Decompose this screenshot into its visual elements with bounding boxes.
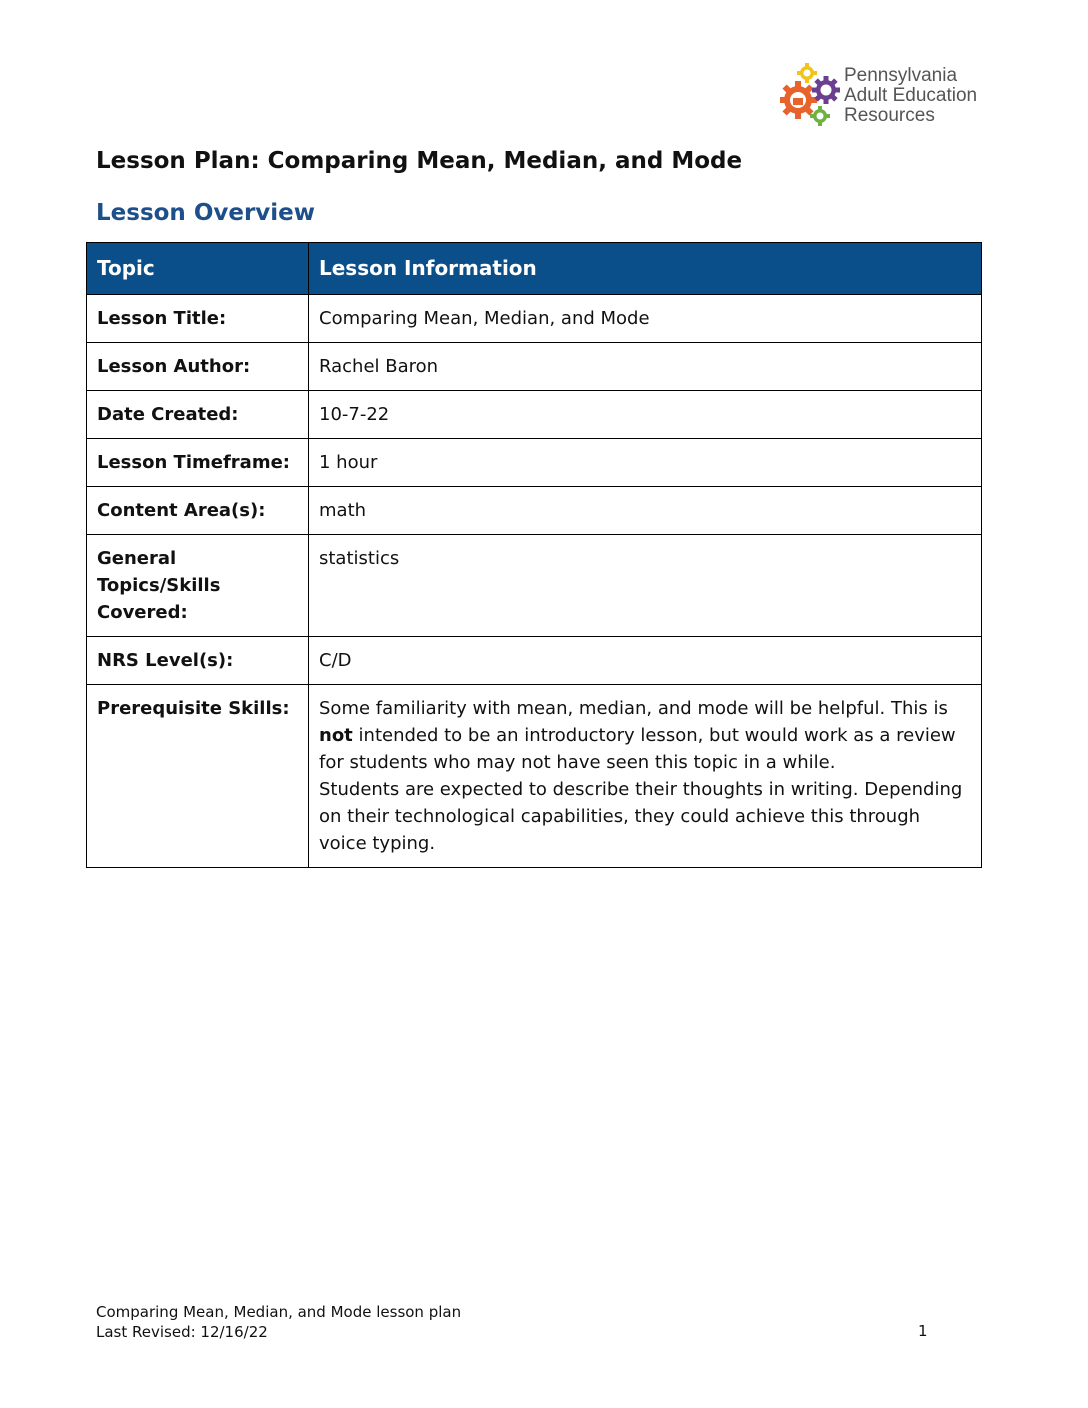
prereq-text: intended to be an introductory lesson, but would work as a review for students who may not have seen this topic in a while.: [319, 725, 956, 773]
table-row: [87, 685, 982, 868]
table-row: [87, 295, 982, 343]
row-label: Lesson Title:: [87, 295, 309, 343]
row-value: Comparing Mean, Median, and Mode: [309, 295, 982, 343]
row-value: 1 hour: [309, 439, 982, 487]
table-row: [87, 391, 982, 439]
prereq-text: Students are expected to describe their thoughts in writing. Depending on their technological capabilities, they could achieve this through voice typing.: [319, 779, 963, 854]
gears-icon: [780, 62, 844, 132]
logo-line: Pennsylvania: [844, 65, 958, 86]
prereq-text: Some familiarity with mean, median, and mode will be helpful. This is: [319, 698, 948, 719]
logo-line: Resources: [844, 105, 935, 126]
row-value: C/D: [309, 637, 982, 685]
row-label: Prerequisite Skills:: [87, 685, 309, 868]
pa-adult-education-logo: [780, 62, 1000, 132]
logo-line: Adult Education: [844, 85, 978, 106]
lesson-overview-table: [86, 242, 982, 868]
row-label: General Topics/Skills Covered:: [87, 535, 309, 637]
footer: [96, 1302, 461, 1342]
footer-doc-title: Comparing Mean, Median, and Mode lesson plan: [96, 1303, 462, 1321]
table-header-row: [87, 243, 982, 295]
row-value: 10-7-22: [309, 391, 982, 439]
table-row: [87, 343, 982, 391]
row-value: Rachel Baron: [309, 343, 982, 391]
row-value: math: [309, 487, 982, 535]
table-row: [87, 535, 982, 637]
row-label: Lesson Timeframe:: [87, 439, 309, 487]
row-label: Lesson Author:: [87, 343, 309, 391]
page-title: Lesson Plan: Comparing Mean, Median, and Mode: [96, 148, 743, 174]
row-value: statistics: [309, 535, 982, 637]
row-label: Date Created:: [87, 391, 309, 439]
column-header: Lesson Information: [309, 243, 982, 295]
footer-revised: Last Revised: 12/16/22: [96, 1323, 268, 1341]
section-heading: Lesson Overview: [96, 200, 316, 226]
logo-text: [844, 66, 977, 126]
column-header: Topic: [87, 243, 309, 295]
page-number: 1: [918, 1322, 928, 1340]
table-row: [87, 487, 982, 535]
table-row: [87, 637, 982, 685]
row-label: Content Area(s):: [87, 487, 309, 535]
row-label: NRS Level(s):: [87, 637, 309, 685]
prerequisite-skills-value: [309, 685, 982, 868]
table-row: [87, 439, 982, 487]
prereq-emphasis: not: [319, 725, 353, 746]
